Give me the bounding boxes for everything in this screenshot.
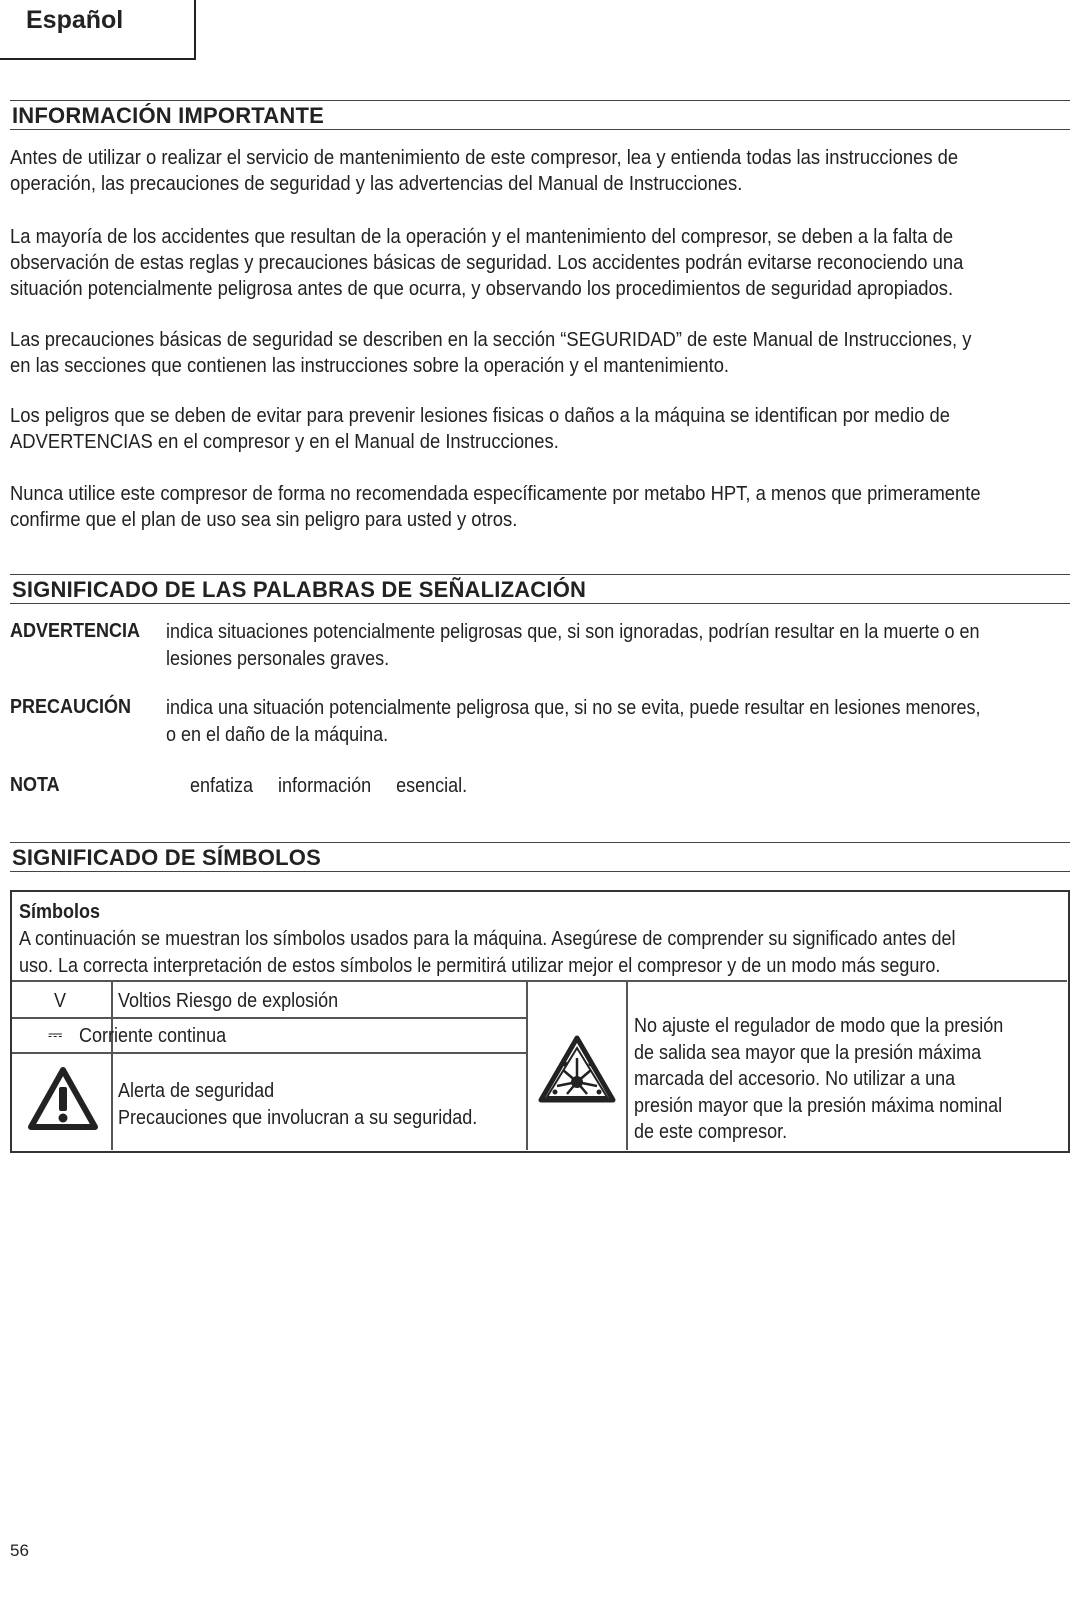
text-line: Los peligros que se deben de evitar para prevenir lesiones fisicas o daños a la máquina se identifican por medio de <box>10 405 951 427</box>
text-line: Alerta de seguridad <box>118 1080 275 1102</box>
text-line: Precauciones que involucran a su seguridad. <box>118 1107 478 1129</box>
definition-nota: enfatiza información esencial. <box>190 775 468 797</box>
text-line: A continuación se muestran los símbolos usados para la máquina. Asegúrese de comprender su significado antes del <box>19 928 956 950</box>
explosion-warning-icon <box>537 1034 617 1104</box>
text-line: situación potencialmente peligrosa antes de que ocurra, y observando los procedimientos de seguridad apropiados. <box>10 278 954 300</box>
warning-triangle-icon <box>26 1064 100 1134</box>
page-number: 56 <box>10 1541 29 1560</box>
text-line: No ajuste el regulador de modo que la presión <box>634 1015 1004 1037</box>
volt-description: Voltios Riesgo de explosión <box>118 990 339 1012</box>
text-line: de salida sea mayor que la presión máxima <box>634 1041 982 1064</box>
section-heading-signal-words <box>10 574 1070 604</box>
text-line: presión mayor que la presión máxima nominal <box>634 1094 1003 1117</box>
section-title: INFORMACIÓN IMPORTANTE <box>12 103 324 128</box>
symbols-intro <box>19 926 1045 980</box>
text-line: indica situaciones potencialmente peligrosas que, si son ignoradas, podrían resultar en la muerte o en <box>166 621 980 643</box>
symbols-table <box>10 890 1070 1153</box>
text-line: observación de estas reglas y precauciones básicas de seguridad. Los accidentes podrán evitarse reconociendo una <box>10 252 964 274</box>
definition-advertencia <box>166 619 1053 673</box>
volt-symbol: V <box>54 990 67 1012</box>
term-advertencia: ADVERTENCIA <box>10 620 141 642</box>
paragraph <box>10 327 1068 379</box>
explosion-description <box>634 1013 1062 1146</box>
section-heading-important <box>10 100 1070 130</box>
section-title: SIGNIFICADO DE SÍMBOLOS <box>12 845 321 870</box>
text-line: ADVERTENCIAS en el compresor y en el Manual de Instrucciones. <box>10 431 559 453</box>
paragraph <box>10 403 1068 455</box>
text-line: Nunca utilice este compresor de forma no recomendada específicamente por metabo HPT, a menos que primeramente <box>10 483 981 505</box>
text-line: Las precauciones básicas de seguridad se describen en la sección “SEGURIDAD” de este Manual de Instrucciones, y <box>10 329 972 351</box>
text-line: La mayoría de los accidentes que resultan de la operación y el mantenimiento del compresor, se deben a la falta de <box>10 226 954 248</box>
term-nota: NOTA <box>10 774 60 796</box>
paragraph <box>10 145 1068 197</box>
section-title: SIGNIFICADO DE LAS PALABRAS DE SEÑALIZACIÓN <box>12 577 587 602</box>
text-line: lesiones personales graves. <box>166 648 390 670</box>
language-tab <box>0 0 196 60</box>
dc-symbol-icon: ⎓ <box>48 1022 63 1046</box>
table-divider <box>626 980 628 1150</box>
paragraph <box>10 224 1068 302</box>
text-line: uso. La correcta interpretación de estos símbolos le permitirá utilizar mejor el compresor y de un modo más seguro. <box>19 955 941 977</box>
text-line: o en el daño de la máquina. <box>166 724 389 746</box>
text-line: confirme que el plan de uso sea sin peligro para usted y otros. <box>10 509 518 531</box>
table-divider <box>12 1052 527 1054</box>
definition-precaucion <box>166 695 1053 749</box>
symbols-box-title: Símbolos <box>19 901 101 923</box>
dc-description: Corriente continua <box>79 1025 227 1047</box>
table-divider <box>111 980 113 1150</box>
text-line: indica una situación potencialmente peligrosa que, si no se evita, puede resultar en lesiones menores, <box>166 697 981 719</box>
term-precaucion: PRECAUCIÓN <box>10 696 132 718</box>
table-divider <box>12 1017 527 1019</box>
text-line: Antes de utilizar o realizar el servicio de mantenimiento de este compresor, lea y entienda todas las instrucciones de <box>10 147 959 169</box>
safety-alert-description <box>118 1078 477 1132</box>
text-line: marcada del accesorio. No utilizar a una <box>634 1068 956 1090</box>
section-heading-symbols <box>10 842 1070 872</box>
text-line: en las secciones que contienen las instrucciones sobre la operación y el mantenimiento. <box>10 355 730 377</box>
text-line: de este compresor. <box>634 1121 788 1143</box>
text-line: operación, las precauciones de seguridad y las advertencias del Manual de Instrucciones. <box>10 173 743 195</box>
table-divider <box>12 980 1067 982</box>
table-divider <box>526 980 528 1150</box>
paragraph <box>10 481 1068 533</box>
language-label: Español <box>26 6 124 34</box>
